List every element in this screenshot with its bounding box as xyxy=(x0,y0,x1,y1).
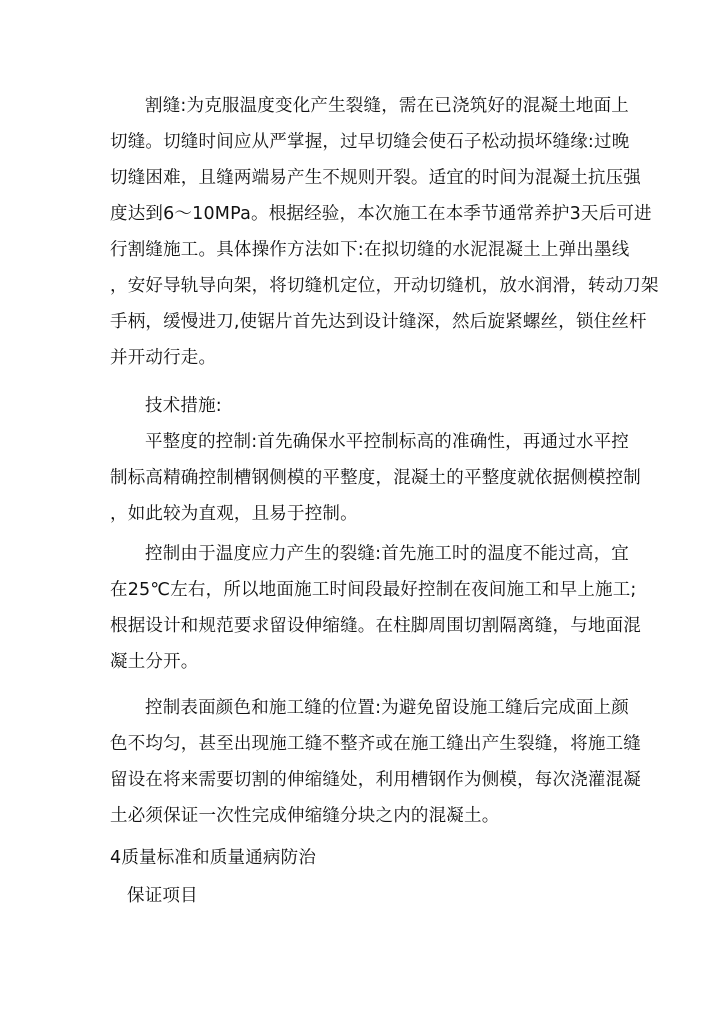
paragraph-temperature-line-3: 根据设计和规范要求留设伸缩缝。在柱脚周围切割隔离缝，与地面混 xyxy=(110,616,641,636)
paragraph-temperature-line-1: 控制由于温度应力产生的裂缝:首先施工时的温度不能过高，宜 xyxy=(145,544,629,564)
paragraph-cutting-line-6: ，安好导轨导向架，将切缝机定位，开动切缝机，放水润滑，转动刀架 xyxy=(110,276,659,296)
tech-measures-label: 技术措施: xyxy=(145,396,222,416)
paragraph-flatness-line-2: 制标高精确控制槽钢侧模的平整度，混凝土的平整度就依据侧模控制 xyxy=(110,468,641,488)
paragraph-cutting-line-3: 切缝困难，且缝两端易产生不规则开裂。适宜的时间为混凝土抗压强 xyxy=(110,168,641,188)
paragraph-flatness-line-1: 平整度的控制:首先确保水平控制标高的准确性，再通过水平控 xyxy=(145,432,629,452)
paragraph-cutting-line-5: 行割缝施工。具体操作方法如下:在拟切缝的水泥混凝土上弹出墨线 xyxy=(110,240,630,260)
subsection-heading: 保证项目 xyxy=(127,886,198,906)
paragraph-temperature-line-2: 在25℃左右，所以地面施工时间段最好控制在夜间施工和早上施工; xyxy=(110,580,637,600)
paragraph-temperature-line-4: 凝土分开。 xyxy=(110,652,199,672)
paragraph-flatness-line-3: ，如此较为直观，且易于控制。 xyxy=(110,504,358,524)
paragraph-surface-line-3: 留设在将来需要切割的伸缩缝处，利用槽钢作为侧模，每次浇灌混凝 xyxy=(110,770,641,790)
paragraph-cutting-line-8: 并开动行走。 xyxy=(110,348,217,368)
section-heading: 4质量标准和质量通病防治 xyxy=(110,848,317,868)
paragraph-surface-line-2: 色不均匀，甚至出现施工缝不整齐或在施工缝出产生裂缝，将施工缝 xyxy=(110,734,641,754)
paragraph-cutting-line-2: 切缝。切缝时间应从严掌握，过早切缝会使石子松动损坏缝缘:过晚 xyxy=(110,132,630,152)
paragraph-surface-line-1: 控制表面颜色和施工缝的位置:为避免留设施工缝后完成面上颜 xyxy=(145,698,629,718)
paragraph-cutting-line-1: 割缝:为克服温度变化产生裂缝，需在已浇筑好的混凝土地面上 xyxy=(145,96,629,116)
paragraph-surface-line-4: 土必须保证一次性完成伸缩缝分块之内的混凝土。 xyxy=(110,806,500,826)
paragraph-cutting-line-4: 度达到6～10MPa。根据经验，本次施工在本季节通常养护3天后可进 xyxy=(110,204,652,224)
paragraph-cutting-line-7: 手柄，缓慢进刀,使锯片首先达到设计缝深，然后旋紧螺丝，锁住丝杆 xyxy=(110,312,647,332)
